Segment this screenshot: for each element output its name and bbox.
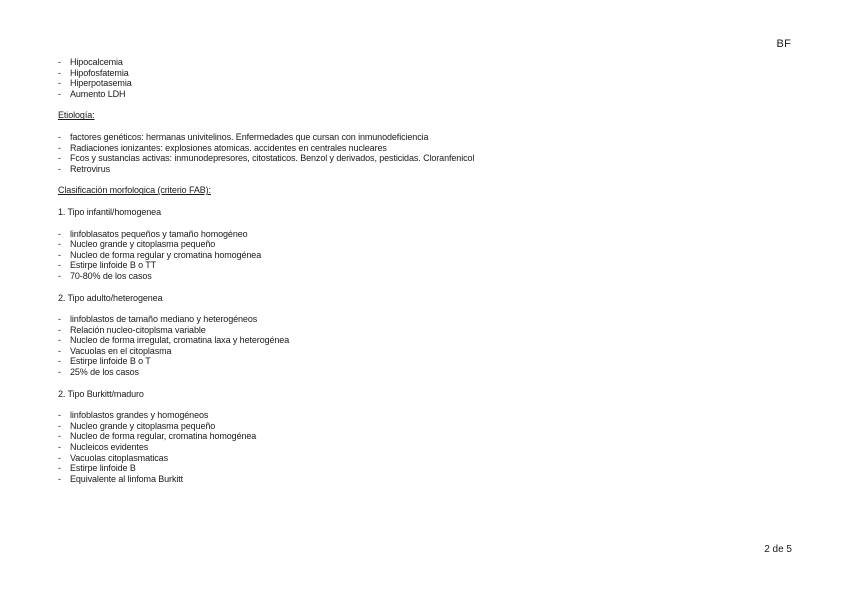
list-item: - Retrovirus [58,164,798,175]
list-item: - linfoblastos de tamaño mediano y heterogéneos [58,314,798,325]
list-item: - Estirpe linfoide B o TT [58,260,798,271]
list-item: - Nucleo grande y citoplasma pequeño [58,239,798,250]
list-item: - linfoblasatos pequeños y tamaño homogéneo [58,229,798,240]
list-item: - Nucleo de forma regular y cromatina homogénea [58,250,798,261]
list-item: - Aumento LDH [58,89,798,100]
classification-heading: Clasificación morfologica (criterio FAB): [58,185,211,196]
type-items-list [58,314,798,378]
type-items-list [58,229,798,282]
etiology-heading: Etiología: [58,110,95,121]
list-item: - Relación nucleo-citoplsma variable [58,325,798,336]
list-item: - 70-80% de los casos [58,271,798,282]
list-item: - Nucleo de forma regular, cromatina homogénea [58,431,798,442]
list-item: - Hipocalcemia [58,57,798,68]
list-item: - Nucleicos evidentes [58,442,798,453]
list-item: - linfoblastos grandes y homogéneos [58,410,798,421]
type-title: 1. Tipo infantil/homogenea [58,206,161,217]
list-item: - Nucleo de forma irregulat, cromatina laxa y heterogénea [58,335,798,346]
list-item: - Fcos y sustancias activas: inmunodepresores, citostaticos. Benzol y derivados, pesticidas. Cloranfenicol [58,153,798,164]
document-content [58,57,798,484]
list-item: - Nucleo grande y citoplasma pequeño [58,421,798,432]
etiology-list [58,132,798,174]
list-item: - Equivalente al linfoma Burkitt [58,474,798,485]
list-item: - Vacuolas citoplasmaticas [58,453,798,464]
list-item: - factores genéticos: hermanas univitelinos. Enfermedades que cursan con inmunodeficiencia [58,132,798,143]
list-item: - Radiaciones ionizantes: explosiones atomicas. accidentes en centrales nucleares [58,143,798,154]
type-items-list [58,410,798,484]
list-item: - Hiperpotasemia [58,78,798,89]
page-number: 2 de 5 [764,544,792,555]
header-initials: BF [776,38,791,50]
lab-findings-list [58,57,798,99]
type-title: 2. Tipo Burkitt/maduro [58,388,144,399]
list-item: - 25% de los casos [58,367,798,378]
list-item: - Estirpe linfoide B o T [58,356,798,367]
list-item: - Hipofosfatemia [58,68,798,79]
type-title: 2. Tipo adulto/heterogenea [58,292,163,303]
list-item: - Vacuolas en el citoplasma [58,346,798,357]
list-item: - Estirpe linfoide B [58,463,798,474]
